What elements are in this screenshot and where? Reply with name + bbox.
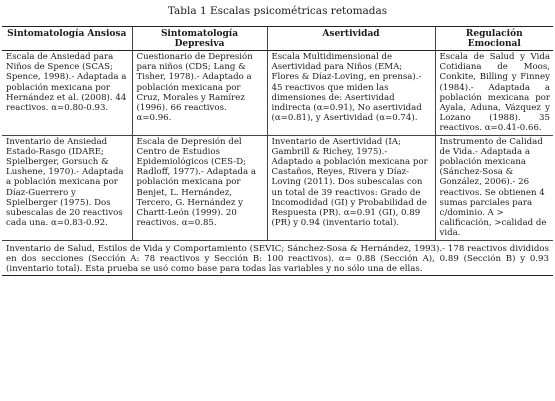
header-assertiveness: Asertividad bbox=[267, 27, 435, 51]
psychometric-scales-table bbox=[2, 26, 553, 276]
table-title: Tabla 1 Escalas psicométricas retomadas bbox=[167, 5, 388, 17]
cell-regulation-scale: Instrumento de Calidad de Vida.- Adaptada a población mexicana (Sánchez-Sosa & González, 2006).- 26 reactivos. Se obtienen 4 sumas parciales para c/dominio. A > calificación, >calidad de vida. bbox=[435, 135, 553, 240]
cell-anxiety-scale: Escala de Ansiedad para Niños de Spence (SCAS; Spence, 1998).- Adaptada a población mexicana por Hernández et al. (2008). 44 reactivos. α=0.80-0.93. bbox=[2, 51, 132, 136]
cell-general-inventory: Inventario de Salud, Estilos de Vida y Comportamiento (SEVIC; Sánchez-Sosa & Hernández, 1993).- 178 reactivos divididos en dos secciones (Sección A: 78 reactivos y Sección B: 100 reactivos). α= 0.88 (Sección A), 0.89 (Sección B) y 0.93 (inventario total). Esta prueba se usó como base para todas las variables y no sólo una de ellas. bbox=[2, 240, 553, 276]
cell-assertiveness-scale: Inventario de Asertividad (IA; Gambrill & Richey, 1975).- Adaptado a población mexicana por Castaños, Reyes, Rivera y Díaz-Loving (2011). Dos subescalas con un total de 39 reactivos: Grado de Incomodidad (GI) y Probabilidad de Respuesta (PR). α=0.91 (GI), 0.89 (PR) y 0.94 (inventario total). bbox=[267, 135, 435, 240]
header-row bbox=[2, 27, 553, 51]
header-depression: Sintomatología Depresiva bbox=[132, 27, 267, 51]
cell-regulation-scale: Escala de Salud y Vida Cotidiana de Moos, Conkite, Billing y Finney (1984).- Adaptada a población mexicana por Ayala, Aduna, Vázquez y Lozano (1988). 35 reactivos. α=0.41-0.66. bbox=[435, 51, 553, 136]
cell-depression-scale: Escala de Depresión del Centro de Estudios Epidemiológicos (CES-D; Radloff, 1977).- Adaptada a población mexicana por Benjet, L. Hernández, Tercero, G. Hernández y Chartt-León (1999). 20 reactivos. α=0.85. bbox=[132, 135, 267, 240]
header-anxiety: Sintomatología Ansiosa bbox=[2, 27, 132, 51]
table-row bbox=[2, 135, 553, 240]
header-emotional-regulation: Regulación Emocional bbox=[435, 27, 553, 51]
table-row bbox=[2, 51, 553, 136]
table-row-footer bbox=[2, 240, 553, 276]
cell-depression-scale: Cuestionario de Depresión para niños (CDS; Lang & Tisher, 1978).- Adaptado a población mexicana por Cruz, Morales y Ramírez (1996). 66 reactivos. α=0.96. bbox=[132, 51, 267, 136]
cell-assertiveness-scale: Escala Multidimensional de Asertividad para Niños (EMA; Flores & Díaz-Loving, en prensa).- 45 reactivos que miden las dimensiones de: Asertividad indirecta (α=0.91), No asertividad (α=0.81), y Asertividad (α=0.74). bbox=[267, 51, 435, 136]
cell-anxiety-scale: Inventario de Ansiedad Estado-Rasgo (IDARE; Spielberger, Gorsuch & Lushene, 1970).- Adaptada a población mexicana por Díaz-Guerrero y Spielberger (1975). Dos subescalas de 20 reactivos cada una. α=0.83-0.92. bbox=[2, 135, 132, 240]
